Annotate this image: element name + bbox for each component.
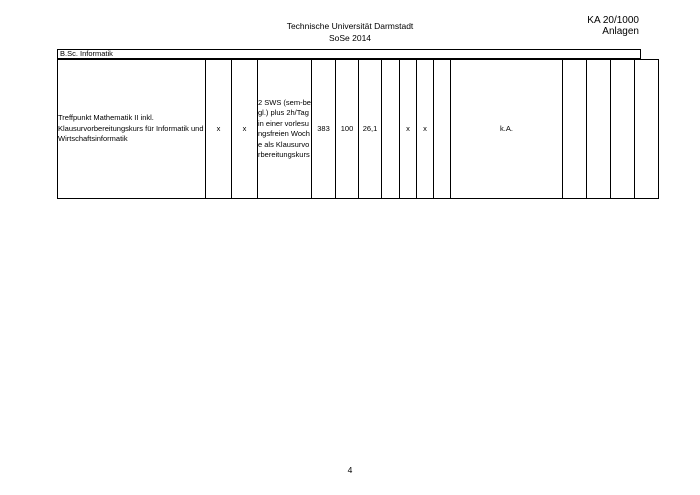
note-cell: k.A. [451, 60, 563, 199]
reference-number: KA 20/1000 [587, 15, 639, 26]
table-row [58, 60, 659, 199]
empty-cell [587, 60, 611, 199]
empty-cell [434, 60, 451, 199]
course-title-cell: Treffpunkt Mathematik II inkl. Klausurvorbereitungskurs für Informatik und Wirtschaftsinformatik [58, 60, 206, 199]
university-name: Technische Universität Darmstadt [286, 21, 414, 31]
course-table [57, 59, 659, 199]
mark-cell: x [400, 60, 417, 199]
empty-cell [635, 60, 659, 199]
number-cell: 100 [336, 60, 359, 199]
empty-cell [563, 60, 587, 199]
mark-cell: x [206, 60, 232, 199]
document-reference [587, 15, 639, 37]
sws-cell: 2 SWS (sem-begl.) plus 2h/Tag in einer vorlesungsfreien Woche als Klausurvorbereitungskurs [258, 60, 312, 199]
reference-label: Anlagen [602, 26, 639, 37]
number-cell: 26,1 [359, 60, 382, 199]
number-cell: 383 [312, 60, 336, 199]
mark-cell: x [417, 60, 434, 199]
page-number: 4 [347, 465, 353, 475]
section-header: B.Sc. Informatik [57, 49, 641, 59]
empty-cell [382, 60, 400, 199]
semester-label: SoSe 2014 [328, 33, 372, 43]
empty-cell [611, 60, 635, 199]
mark-cell: x [232, 60, 258, 199]
